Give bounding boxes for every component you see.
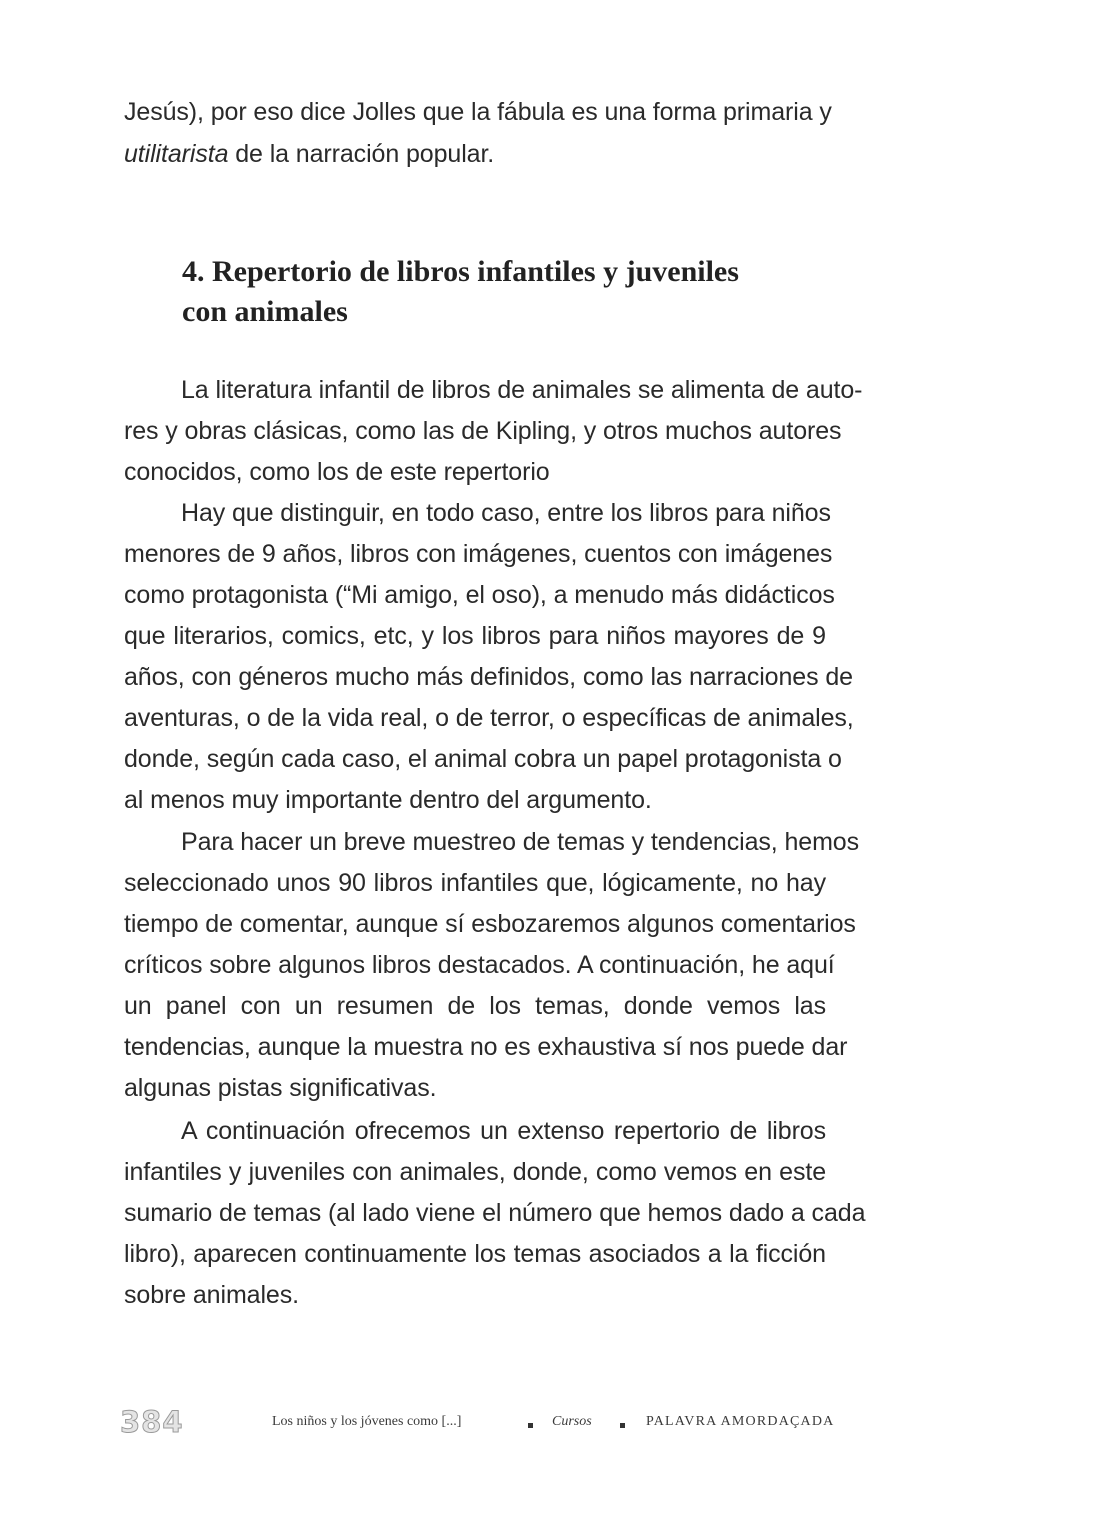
text-line: res y obras clásicas, como las de Kipling, y otros muchos autores <box>124 417 842 445</box>
text-line: A continuación ofrecemos un extenso repertorio de libros <box>181 1117 826 1145</box>
section-heading <box>182 252 842 332</box>
text-line: donde, según cada caso, el animal cobra un papel protagonista o <box>124 745 842 773</box>
section-heading-line: con animales <box>182 295 348 328</box>
text-line: Hay que distinguir, en todo caso, entre los libros para niños <box>181 499 831 527</box>
text-line: como protagonista (“Mi amigo, el oso), a menudo más didácticos <box>124 581 835 609</box>
journal-name: Cursos <box>552 1414 592 1429</box>
text-line: sumario de temas (al lado viene el número que hemos dado a cada <box>124 1199 866 1227</box>
separator-bullet <box>620 1423 625 1428</box>
text-line: tiempo de comentar, aunque sí esbozaremos algunos comentarios <box>124 910 856 938</box>
text-line: La literatura infantil de libros de animales se alimenta de auto- <box>181 376 863 404</box>
separator-bullet <box>528 1423 533 1428</box>
text-line: tendencias, aunque la muestra no es exhaustiva sí nos puede dar <box>124 1033 848 1061</box>
section-heading-line: 4. Repertorio de libros infantiles y juveniles <box>182 255 739 288</box>
text-line: infantiles y juveniles con animales, donde, como vemos en este <box>124 1158 826 1186</box>
text-line: Jesús), por eso dice Jolles que la fábula es una forma primaria y <box>124 98 832 126</box>
text-line: al menos muy importante dentro del argumento. <box>124 786 652 814</box>
running-title: Los niños y los jóvenes como [...] <box>272 1414 462 1429</box>
text-line: aventuras, o de la vida real, o de terror, o específicas de animales, <box>124 704 854 732</box>
text-line: menores de 9 años, libros con imágenes, cuentos con imágenes <box>124 540 833 568</box>
page-number: 384 <box>120 1405 184 1439</box>
page-footer <box>0 1405 1100 1445</box>
text-line: sobre animales. <box>124 1281 299 1309</box>
text-line: seleccionado unos 90 libros infantiles que, lógicamente, no hay <box>124 869 826 897</box>
text-line: años, con géneros mucho más definidos, como las narraciones de <box>124 663 853 691</box>
text-line: libro), aparecen continuamente los temas asociados a la ficción <box>124 1240 826 1268</box>
text-line: críticos sobre algunos libros destacados. A continuación, he aquí <box>124 951 835 979</box>
text-line: algunas pistas significativas. <box>124 1074 437 1102</box>
text-line: que literarios, comics, etc, y los libros para niños mayores de 9 <box>124 622 826 650</box>
publisher-name: PALAVRA AMORDAÇADA <box>646 1414 835 1429</box>
text-line: conocidos, como los de este repertorio <box>124 458 550 486</box>
text-fragment: de la narración popular. <box>228 140 495 168</box>
text-line: un panel con un resumen de los temas, donde vemos las <box>124 992 826 1020</box>
text-line: Para hacer un breve muestreo de temas y tendencias, hemos <box>181 828 860 856</box>
text-line <box>124 139 826 169</box>
emphasis-text: utilitarista <box>124 140 229 168</box>
